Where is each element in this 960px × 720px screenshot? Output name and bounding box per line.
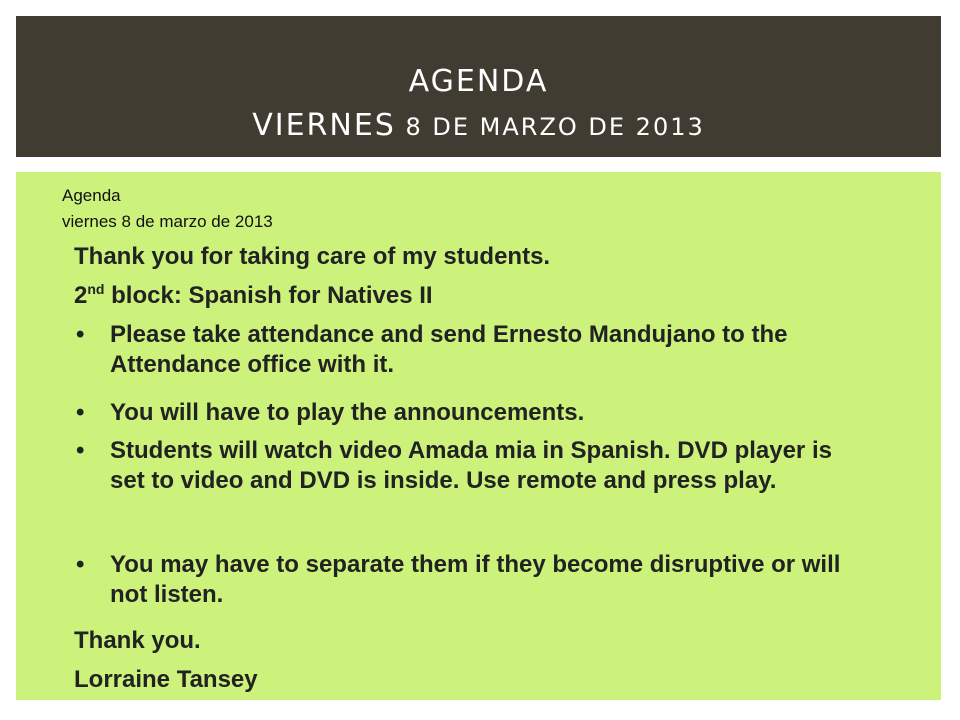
small-heading-agenda: Agenda	[62, 186, 121, 205]
content-panel	[16, 172, 941, 700]
block-rest: block: Spanish for Natives II	[104, 282, 433, 309]
title-bar	[16, 16, 941, 157]
subtitle-day: VIERNES	[252, 108, 396, 143]
block-line	[74, 281, 433, 311]
slide-subtitle	[16, 109, 941, 144]
bullet-icon: •	[76, 399, 85, 426]
bullet-icon: •	[76, 551, 85, 578]
slide-title: AGENDA	[408, 64, 549, 99]
thanks-line: Thank you for taking care of my students.	[74, 243, 551, 270]
list-item	[74, 320, 864, 380]
bullet-icon: •	[76, 321, 85, 348]
block-number: 2	[74, 282, 88, 309]
bullet-icon: •	[76, 437, 85, 464]
subtitle-date: 8 DE MARZO DE 2013	[395, 113, 705, 141]
closing-line: Thank you.	[74, 627, 201, 654]
list-item-text: Please take attendance and send Ernesto Mandujano to the Attendance office with it.	[110, 321, 788, 378]
list-item	[74, 436, 864, 496]
list-item	[74, 550, 864, 610]
small-heading-date: viernes 8 de marzo de 2013	[62, 212, 273, 231]
block-suffix: nd	[87, 281, 105, 297]
signature: Lorraine Tansey	[74, 666, 258, 693]
list-item	[74, 398, 864, 428]
list-item-text: Students will watch video Amada mia in Spanish. DVD player is set to video and DVD is inside. Use remote and press play.	[110, 437, 832, 494]
list-item-text: You will have to play the announcements.	[110, 399, 585, 426]
list-item-text: You may have to separate them if they become disruptive or will not listen.	[110, 551, 841, 608]
